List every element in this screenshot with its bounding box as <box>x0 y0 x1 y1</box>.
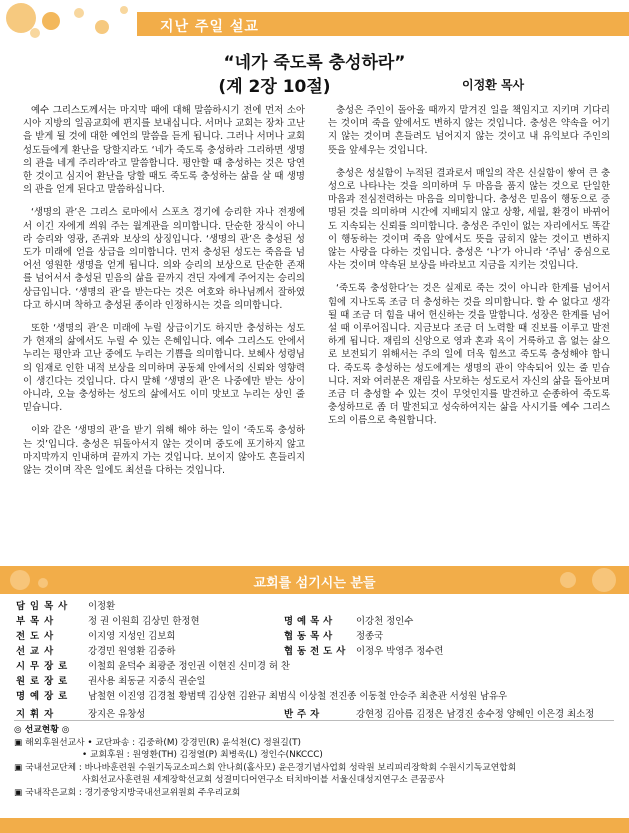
mission-text: • 교회후원 : 원영환(TH) 김정열(P) 최병욱(L) 정인수(NKCCC) <box>82 750 323 761</box>
sermon-right-column <box>328 104 610 438</box>
mission-text: : 바나바훈련원 수원기독교소피스회 안나회(홀사모) 윤은경기념사업회 성락원 보리피리장학회 수원시기독교연합회 <box>78 762 517 773</box>
staff-names: 권사용 최동균 지중식 권순일 <box>88 676 206 687</box>
staff-names: 남철현 이진영 김경철 황범택 김상현 김완규 최범식 이상철 전진종 이동철 안승주 최춘관 서성원 남유우 <box>88 691 508 702</box>
staff-names: 이정우 박영주 정수련 <box>356 646 444 657</box>
staff-names: 이지영 지성인 김보희 <box>88 631 176 642</box>
staff-row <box>16 688 507 702</box>
staff-role: 협동목사 <box>284 631 337 642</box>
staff-row <box>16 643 175 657</box>
mission-label: ▣ 국내선교단체 <box>14 762 77 773</box>
decorative-circle <box>42 12 60 30</box>
staff-role: 협동전도사 <box>284 646 350 657</box>
staff-row <box>16 673 206 687</box>
staff-row <box>284 706 594 720</box>
staff-names: 장지은 유창성 <box>88 709 146 720</box>
mission-line <box>14 749 619 762</box>
staff-row <box>16 658 290 672</box>
staff-role: 명예목사 <box>284 616 337 627</box>
staff-names: 이정환 <box>88 601 116 612</box>
staff-row <box>16 613 200 627</box>
staff-row <box>16 598 115 612</box>
section-title: 지난 주일 설교 <box>160 19 259 35</box>
sermon-paragraph: 예수 그리스도께서는 마지막 때에 대해 말씀하시기 전에 먼저 소아시아 지방의 일곱교회에 편지를 보내십니다. 서머나 교회는 장차 고난을 받게 될 것에 대한 예언의 말씀을 듣게 됩니다. 그러나 서머나 교회 성도들에게 환난을 당할지라도 ‘네가 죽도록 충성하라 그리하면 생명의 관을 네게 주리라’라고 말씀합니다. 평안할 때 충성하는 것은 당연한 것이고 심지어 환난을 당할 때도 죽도록 충성하는 삶을 살 때 생명의 관을 얻게 된다고 말씀하십니다. <box>23 105 305 196</box>
staff-names: 정 권 이원희 김상민 한정현 <box>88 616 200 627</box>
mission-label: ▣ 국내작은교회 <box>14 787 77 798</box>
staff-role: 시무장로 <box>16 661 73 672</box>
staff-role: 반주자 <box>284 709 324 720</box>
decorative-circle <box>74 8 84 18</box>
staff-role: 전도사 <box>16 631 59 642</box>
mission-section <box>14 724 619 800</box>
sermon-title: “네가 죽도록 충성하라” <box>223 53 406 73</box>
section-divider <box>14 720 614 721</box>
staff-row <box>284 613 413 627</box>
mission-text: • 교단파송 : 김중하(M) 강경민(R) 윤석천(C) 정원길(T) <box>87 737 301 748</box>
sermon-left-column <box>23 104 305 487</box>
staff-row <box>284 643 443 657</box>
staff-names: 정종국 <box>356 631 384 642</box>
mission-line <box>14 737 619 750</box>
mission-label: ▣ 해외후원선교사 <box>14 737 85 748</box>
staff-section-title: 교회를 섬기시는 분들 <box>253 576 376 591</box>
staff-role: 원로장로 <box>16 676 73 687</box>
staff-role: 지휘자 <box>16 709 59 720</box>
sermon-paragraph: 또한 ‘생명의 관’은 미래에 누릴 상급이기도 하지만 충성하는 성도가 현재의 삶에서도 누릴 수 있는 은혜입니다. 예수 그리스도 안에서 누리는 평안과 고난 중에도 누리는 기쁨을 의미합니다. 보혜사 성령님의 임재로 인한 내적 보상을 의미하며 공동체 안에서의 신뢰와 영향력이 생긴다는 것입니다. 다시 말해 ‘생명의 관’은 나중에만 받는 상이 아니라, 오늘 충성하는 성도의 삶에서도 이미 맛보고 누리는 상인 줄 믿습니다. <box>23 323 305 414</box>
preacher-name: 이정환 목사 <box>462 78 525 92</box>
sermon-paragraph: 이와 같은 ‘생명의 관’을 받기 위해 해야 하는 일이 ‘죽도록 충성하는 것’입니다. 충성은 뒤돌아서지 않는 것이며 중도에 포기하지 않고 마지막까지 인내하며 끝까지 가는 것입니다. 보이지 않아도 흔들리지 않는 것이며 작은 일에도 최선을 다하는 것입니다. <box>23 425 305 477</box>
sermon-reference: (계 2장 10절) <box>218 77 331 97</box>
header-band <box>0 0 629 42</box>
staff-role: 담임목사 <box>16 601 73 612</box>
mission-line <box>14 762 619 775</box>
mission-line <box>14 774 619 787</box>
footer-band <box>0 818 629 833</box>
staff-role: 명예장로 <box>16 691 73 702</box>
staff-names: 이철희 윤덕수 최광준 정인권 이현진 신미경 허 찬 <box>88 661 290 672</box>
staff-role: 선교사 <box>16 646 59 657</box>
sermon-paragraph: ‘생명의 관’은 그리스 로마에서 스포츠 경기에 승리한 자나 전쟁에서 이긴 자에게 씌워 주는 월계관을 의미합니다. 단순한 장식이 아니라 승리와 영광, 존귀와 보상의 상징입니다. ‘생명의 관’은 충성된 성도가 미래에 얻을 상급을 의미합니다. 먼저 충성된 성도는 죽음을 넘어선 영원한 생명을 얻게 됩니다. 의와 승리의 보상으로 단순한 존재를 넘어서서 충성된 믿음의 삶을 끝까지 견딘 자에게 주어지는 승리의 상급입니다. ‘생명의 관’을 받는다는 것은 여호와 하나님께서 잘하였다고 하시며 착하고 충성된 종이라 인정하시는 것을 의미합니다. <box>23 207 305 311</box>
staff-row <box>16 706 145 720</box>
sermon-paragraph: ‘죽도록 충성한다’는 것은 실제로 죽는 것이 아니라 한계를 넘어서 힘에 지나도록 조금 더 충성하는 것을 의미합니다. 할 수 없다고 생각될 때 조금 더 힘을 내어 헌신하는 것을 말합니다. 성장은 한계를 넘어설 때 이루어집니다. 지금보다 조금 더 노력할 때 진보를 이루고 발전하게 됩니다. 재림의 신앙으로 영과 혼과 육이 거룩하고 흠 없는 삶으로 보전되기 위해서는 주의 일에 더욱 힘쓰고 죽도록 충성해야 합니다. 죽도록 충성하는 성도에게는 생명의 관이 약속되어 있는 줄 믿습니다. 저와 여러분은 재림을 사모하는 성도로서 자신의 삶을 돌아보며 조금 더 충성할 수 있는 것이 무엇인지를 발견하고 순종하여 죽도록 충성하므로 좀 더 발전되고 성숙하여지는 삶을 사시기를 예수 그리스도의 이름으로 축원합니다. <box>328 283 610 427</box>
staff-names: 강현정 김아름 김정은 남경진 송수정 양혜인 이은경 최소정 <box>356 709 595 720</box>
staff-role: 부목사 <box>16 616 59 627</box>
staff-names: 이강천 정인수 <box>356 616 414 627</box>
staff-row <box>16 628 175 642</box>
sermon-paragraph: 충성은 성실함이 누적된 결과로서 매일의 작은 신실함이 쌓여 큰 충성으로 나타나는 것을 의미하며 두 마음을 품지 않는 것으로 단일한 마음과 전심전력하는 마음을 의미합니다. 충성은 믿음이 행동으로 증명된 것을 의미하며 시간에 지배되지 않고 상황, 세월, 환경이 바뀌어도 지속되는 신뢰를 의미합니다. 충성은 주인이 없는 자리에서도 똑같이 행동하는 것이며 죽음 앞에서도 뜻을 굽히지 않는 것이고 변하지 않는 사랑을 다하는 것입니다. 충성은 ‘나’가 아니라 ‘주님’ 중심으로 사는 것이며 약속된 보상을 바라보고 지금을 지키는 것입니다. <box>328 167 610 272</box>
mission-text: : 경기중앙지방국내선교위원회 주우리교회 <box>78 787 241 798</box>
decorative-circle <box>30 28 40 38</box>
staff-row <box>284 628 383 642</box>
decorative-circle <box>120 6 128 14</box>
mission-line <box>14 787 619 800</box>
sermon-paragraph: 충성은 주인이 돌아올 때까지 맡겨진 일을 책임지고 지키며 기다리는 것이며 죽을 앞에서도 변하지 않는 것입니다. 충성은 약속을 어기지 않는 것이며 흔들려도 넘어지지 않는 것이고 내 유익보다 주인의 뜻을 앞세우는 것입니다. <box>328 105 610 156</box>
mission-heading: ◎ 선교현황 ◎ <box>14 725 70 735</box>
decorative-circle <box>95 20 109 34</box>
mission-text: 사회선교사훈련원 세계장학선교회 성결미디어연구소 터치바이블 서울신대성지연구소 큰꿈공사 <box>82 775 445 786</box>
staff-names: 강경민 원영환 김중하 <box>88 646 176 657</box>
